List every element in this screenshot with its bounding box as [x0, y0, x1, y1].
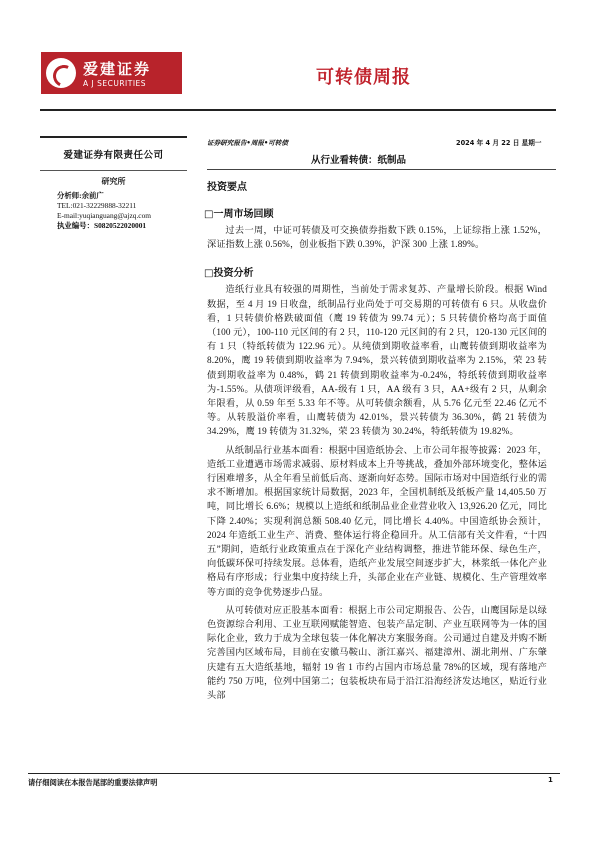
logo-cn-text: 爱建证券: [83, 60, 152, 78]
paragraph-market-review: 过去一周，中证可转债及可交换债券指数下跌 0.15%，上证综指上涨 1.52%，深证指数上涨 0.56%，创业板指下跌 0.39%，沪深 300 上涨 1.89%。: [207, 225, 547, 250]
paragraph-stock-fundamentals: 从可转债对应正股基本面看：根据上市公司定期报告、公告，山鹰国际是以绿色资源综合利用、工业互联网赋能智造、包装产品定制、产业互联网等为一体的国际化企业，致力于成为全球包装一体化解决方案服务商。公司通过自建及并购不断完善国内区域布局，目前在安徽马鞍山、浙江嘉兴、福建漳州、湖北荆州、广东肇庆建有五大造纸基地，辐射 19 省 1 市约占国内市场总量 78%的区域，现有落地产能约 750 万吨，位列中国第二；包装板块布局于沿江沿海经济发达地区，贴近行业头部: [207, 604, 547, 701]
subtitle-divider: [207, 169, 556, 170]
header-divider: [40, 109, 556, 111]
report-series: 证券研究报告•周报•可转债: [207, 139, 288, 147]
sidebar-divider: [40, 170, 187, 171]
company-name: 爱建证券有限责任公司: [63, 150, 164, 161]
analyst-info: [40, 191, 187, 231]
logo-en-text: A J SECURITIES: [83, 79, 147, 88]
heading-investment-analysis: □投资分析: [204, 268, 254, 280]
analyst-license: 执业编号：S0820522020001: [57, 221, 147, 230]
analyst-email[interactable]: E-mail:yuqianguang@ajzq.com: [57, 211, 152, 220]
legal-disclaimer: 请仔细阅读在本报告尾部的重要法律声明: [28, 778, 158, 787]
heading-market-review: □一周市场回顾: [204, 209, 274, 220]
company-logo: [41, 52, 182, 94]
report-title: 可转债周报: [316, 67, 411, 88]
report-date: 2024 年 4 月 22 日 星期一: [456, 139, 542, 147]
sidebar: [40, 136, 187, 231]
report-subtitle: 从行业看转债：纸制品: [311, 155, 407, 166]
paragraph-industry-fundamentals: 从纸制品行业基本面看：根据中国造纸协会、上市公司年报等披露：2023 年，造纸工业遭遇市场需求减弱、原材料成本上升等挑战，叠加外部环境变化，整体运行困难增多，从全年看呈前低后高、逐渐向好态势。国际市场对中国造纸行业的需求不断增加。根据国家统计局数据，2023 年，全国机制纸及纸板产量 14,405.50 万吨，同比增长 6.6%；规模以上造纸和纸制品业企业营业收入 13,926.20 亿元，同比下降 2.40%；实现利润总额 508.40 亿元，同比增长 4.40%。中国造纸协会预计，2024 年造纸工业生产、消费、整体运行将企稳回升。从工信部有关文件看，“十四五”期间，造纸行业政策重点在于深化产业结构调整，推进节能环保、绿色生产，向低碳环保可持续发展。总体看，造纸产业发展空间逐步扩大，林浆纸一体化产业格局有序形成；行业集中度持续上升，头部企业在产业链、规模化、生产管理效率等方面的竞争优势逐步凸显。: [207, 444, 547, 597]
footer-divider: [28, 773, 560, 774]
section-title: 投资要点: [207, 182, 247, 193]
paragraph-bond-overview: 造纸行业具有较强的周期性，当前处于需求复苏、产量增长阶段。根据 Wind 数据，至 4 月 19 日收盘，纸制品行业尚处于可交易期的可转债有 6 只。从收盘价看，1 只转债价格跌破面值（鹰 19 转债为 99.74 元）；5 只转债价格均高于面值（100 元），100-110 元区间的有 2 只，110-120 元区间的有 2 只，120-130 元区间的有 1 只（特纸转债为 122.96 元）。从纯债到期收益率看，山鹰转债到期收益率为 8.20%，鹰 19 转债到期收益率为 7.94%，景兴转债到期收益率为 2.15%，荣 23 转债到期收益率为 0.48%，鹤 21 转债到期收益率为-0.24%，特纸转债到期收益率为-1.55%。从债项评级看，AA-级有 1 只，AA 级有 3 只，AA+级有 2 只，从剩余年限看，从 0.59 年至 5.33 年不等。从可转债余额看，从 5.76 亿元至 22.46 亿元不等。从转股溢价率看，山鹰转债为 42.01%，景兴转债为 36.30%，鹤 21 转债为 34.29%，鹰 19 转债为 31.32%，荣 23 转债为 30.24%，特纸转债为 19.82%。: [207, 284, 547, 437]
main-content: [204, 178, 547, 702]
analyst-name: 分析师:余前广: [57, 191, 104, 200]
logo-mark-icon: [46, 58, 76, 88]
page-number: 1: [548, 776, 553, 784]
analyst-tel: TEL:021-32229888-32211: [57, 201, 137, 210]
department: 研究所: [101, 177, 126, 186]
sidebar-top-rule: [40, 136, 187, 138]
